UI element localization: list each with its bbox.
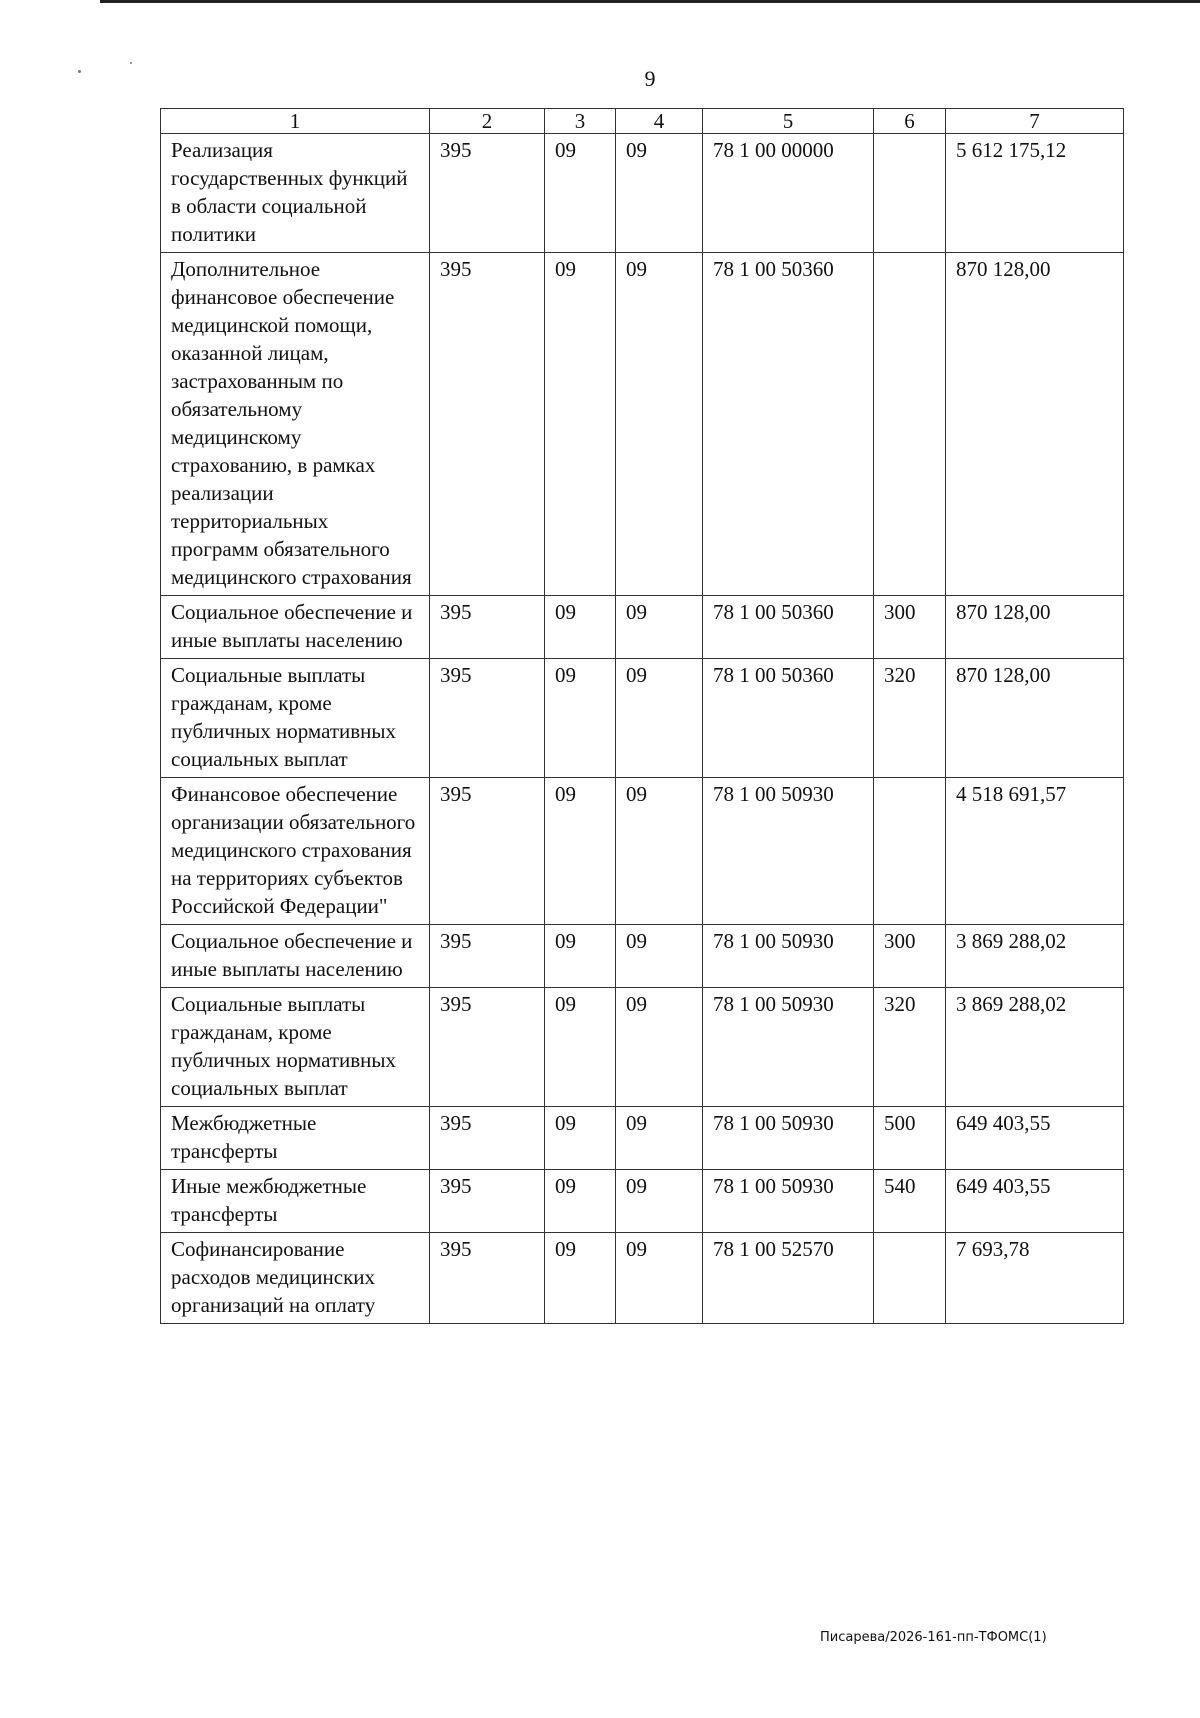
scan-speck: [130, 62, 132, 64]
row-code-target: 78 1 00 50930: [703, 778, 874, 925]
column-header: 7: [946, 109, 1124, 134]
table-row: [161, 988, 1124, 1107]
row-code-admin: 395: [430, 1107, 545, 1170]
row-code-section: 09: [545, 1170, 616, 1233]
row-code-subsection: 09: [616, 659, 703, 778]
page-number: 9: [644, 66, 656, 91]
scan-top-edge: [100, 0, 1200, 3]
row-description: Финансовое обеспечение организации обязательного медицинского страхования на территориях субъектов Российской Федерации": [161, 778, 430, 925]
row-code-section: 09: [545, 659, 616, 778]
row-code-target: 78 1 00 50930: [703, 925, 874, 988]
table-row: [161, 134, 1124, 253]
row-description: Иные межбюджетные трансферты: [161, 1170, 430, 1233]
row-amount: 649 403,55: [946, 1107, 1124, 1170]
row-code-admin: 395: [430, 253, 545, 596]
row-code-subsection: 09: [616, 134, 703, 253]
document-reference: Писарева/2026-161-пп-ТФОМС(1): [820, 1630, 1047, 1645]
row-code-target: 78 1 00 50930: [703, 1170, 874, 1233]
table-row: [161, 1233, 1124, 1324]
row-code-expense-type: 540: [874, 1170, 946, 1233]
row-code-admin: 395: [430, 1233, 545, 1324]
row-code-admin: 395: [430, 659, 545, 778]
budget-table: [160, 108, 1124, 1324]
table-row: [161, 659, 1124, 778]
row-code-section: 09: [545, 134, 616, 253]
row-code-subsection: 09: [616, 1107, 703, 1170]
row-code-admin: 395: [430, 925, 545, 988]
row-amount: 4 518 691,57: [946, 778, 1124, 925]
row-code-subsection: 09: [616, 778, 703, 925]
row-code-admin: 395: [430, 1170, 545, 1233]
row-code-section: 09: [545, 925, 616, 988]
row-code-section: 09: [545, 988, 616, 1107]
row-code-admin: 395: [430, 778, 545, 925]
column-header: 1: [161, 109, 430, 134]
row-description: Софинансирование расходов медицинских организаций на оплату: [161, 1233, 430, 1324]
row-code-subsection: 09: [616, 253, 703, 596]
row-code-expense-type: 320: [874, 988, 946, 1107]
row-code-subsection: 09: [616, 988, 703, 1107]
row-code-target: 78 1 00 50930: [703, 988, 874, 1107]
row-code-expense-type: [874, 253, 946, 596]
row-description: Социальное обеспечение и иные выплаты населению: [161, 925, 430, 988]
column-header: 5: [703, 109, 874, 134]
row-code-subsection: 09: [616, 925, 703, 988]
row-code-section: 09: [545, 253, 616, 596]
row-code-section: 09: [545, 1233, 616, 1324]
row-code-section: 09: [545, 596, 616, 659]
row-amount: 870 128,00: [946, 596, 1124, 659]
row-code-expense-type: [874, 1233, 946, 1324]
column-header: 6: [874, 109, 946, 134]
row-code-section: 09: [545, 1107, 616, 1170]
row-code-admin: 395: [430, 596, 545, 659]
row-code-subsection: 09: [616, 1170, 703, 1233]
row-code-expense-type: 300: [874, 925, 946, 988]
scan-speck: [78, 70, 81, 73]
row-amount: 649 403,55: [946, 1170, 1124, 1233]
table-row: [161, 253, 1124, 596]
row-code-expense-type: 500: [874, 1107, 946, 1170]
row-description: Дополнительное финансовое обеспечение медицинской помощи, оказанной лицам, застрахованным по обязательному медицинскому страхованию, в рамках реализации территориальных программ обязательного медицинского страхования: [161, 253, 430, 596]
row-description: Социальные выплаты гражданам, кроме публичных нормативных социальных выплат: [161, 659, 430, 778]
row-description: Социальное обеспечение и иные выплаты населению: [161, 596, 430, 659]
row-code-target: 78 1 00 50360: [703, 253, 874, 596]
row-code-expense-type: [874, 778, 946, 925]
table-row: [161, 925, 1124, 988]
row-code-section: 09: [545, 778, 616, 925]
table-row: [161, 1170, 1124, 1233]
row-description: Межбюджетные трансферты: [161, 1107, 430, 1170]
row-amount: 5 612 175,12: [946, 134, 1124, 253]
row-amount: 870 128,00: [946, 659, 1124, 778]
row-description: Социальные выплаты гражданам, кроме публичных нормативных социальных выплат: [161, 988, 430, 1107]
table-row: [161, 1107, 1124, 1170]
row-amount: 7 693,78: [946, 1233, 1124, 1324]
row-amount: 3 869 288,02: [946, 988, 1124, 1107]
row-code-target: 78 1 00 52570: [703, 1233, 874, 1324]
row-description: Реализация государственных функций в области социальной политики: [161, 134, 430, 253]
row-code-target: 78 1 00 50930: [703, 1107, 874, 1170]
row-code-target: 78 1 00 50360: [703, 659, 874, 778]
column-header: 2: [430, 109, 545, 134]
row-code-admin: 395: [430, 988, 545, 1107]
column-header: 4: [616, 109, 703, 134]
row-code-target: 78 1 00 50360: [703, 596, 874, 659]
column-header: 3: [545, 109, 616, 134]
row-code-admin: 395: [430, 134, 545, 253]
row-code-subsection: 09: [616, 596, 703, 659]
row-amount: 870 128,00: [946, 253, 1124, 596]
table-row: [161, 778, 1124, 925]
row-code-subsection: 09: [616, 1233, 703, 1324]
row-code-target: 78 1 00 00000: [703, 134, 874, 253]
row-code-expense-type: 300: [874, 596, 946, 659]
row-code-expense-type: [874, 134, 946, 253]
row-amount: 3 869 288,02: [946, 925, 1124, 988]
table-row: [161, 596, 1124, 659]
table-header-row: [161, 109, 1124, 134]
row-code-expense-type: 320: [874, 659, 946, 778]
